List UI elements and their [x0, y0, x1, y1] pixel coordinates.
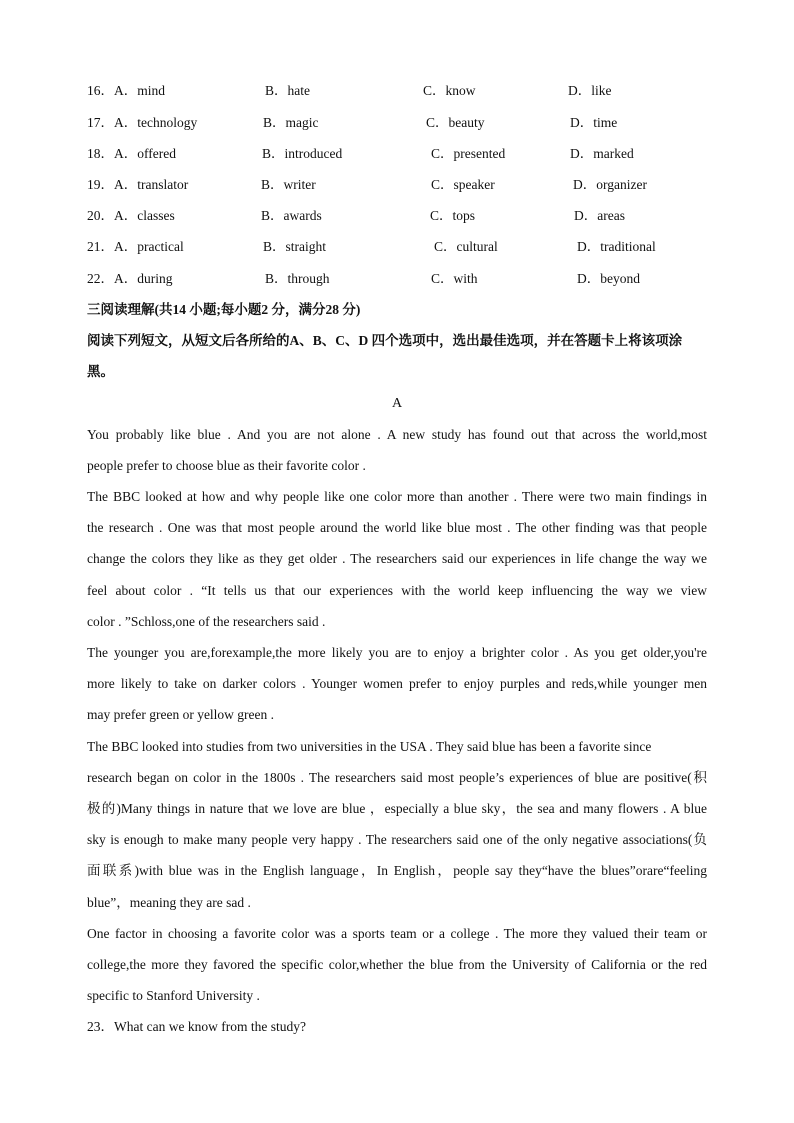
- passage-label: A: [391, 396, 403, 411]
- question-20-option-c: C．tops: [430, 208, 476, 223]
- passage-line: color . ”Schloss,one of the researchers said .: [87, 614, 326, 629]
- question-19-option-d: D．organizer: [573, 177, 647, 192]
- question-21-option-c: C．cultural: [434, 239, 498, 254]
- passage-line: may prefer green or yellow green .: [87, 707, 275, 722]
- question-22-option-a: 22．A．during: [87, 271, 173, 286]
- section-title: 三阅读理解(共14 小题;每小题2 分，满分28 分): [87, 302, 361, 317]
- passage-line: college,the more they favored the specific color,whether the blue from the University of California or the red: [87, 957, 707, 972]
- question-18-option-d: D．marked: [570, 146, 634, 161]
- question-17-option-d: D．time: [570, 115, 618, 130]
- question-20-option-a: 20．A．classes: [87, 208, 175, 223]
- passage-line: You probably like blue . And you are not alone . A new study has found out that across the world,most: [87, 427, 707, 442]
- question-21-option-d: D．traditional: [577, 239, 656, 254]
- question-23-text: 23．What can we know from the study?: [87, 1019, 306, 1034]
- question-19-option-b: B．writer: [261, 177, 316, 192]
- question-16-option-c: C．know: [423, 83, 476, 98]
- passage-line: specific to Stanford University .: [87, 988, 260, 1003]
- passage-line: more likely to take on darker colors . Younger women prefer to enjoy purples and reds,while younger men: [87, 676, 707, 691]
- question-18-option-c: C．presented: [431, 146, 506, 161]
- passage-line: the research . One was that most people around the world like blue most . The other finding was that people: [87, 520, 707, 535]
- question-21-option-a: 21．A．practical: [87, 239, 184, 254]
- question-17-option-a: 17．A．technology: [87, 115, 198, 130]
- question-21-option-b: B．straight: [263, 239, 326, 254]
- question-17-option-c: C．beauty: [426, 115, 485, 130]
- question-22-option-d: D．beyond: [577, 271, 640, 286]
- passage-line: people prefer to choose blue as their favorite color .: [87, 458, 366, 473]
- passage-line: research began on color in the 1800s . The researchers said most people’s experiences of blue are positive(积: [87, 770, 707, 785]
- passage-line: feel about color . “It tells us that our experiences with the world keep influencing the way we view: [87, 583, 707, 598]
- question-20-option-b: B．awards: [261, 208, 322, 223]
- passage-line: One factor in choosing a favorite color was a sports team or a college . The more they valued their team or: [87, 926, 707, 941]
- passage-line: 极的)Many things in nature that we love are blue ，especially a blue sky，the sea and many flowers . A blue: [87, 801, 707, 816]
- question-16-option-d: D．like: [568, 83, 612, 98]
- passage-line: The BBC looked at how and why people like one color more than another . There were two main findings in: [87, 489, 707, 504]
- question-22-option-b: B．through: [265, 271, 330, 286]
- question-19-option-c: C．speaker: [431, 177, 495, 192]
- question-17-option-b: B．magic: [263, 115, 319, 130]
- passage-line: 面联系)with blue was in the English language，In English，people say they“have the blues”orare“feeling: [87, 863, 707, 878]
- question-18-option-a: 18．A．offered: [87, 146, 176, 161]
- passage-line: blue”，meaning they are sad .: [87, 895, 251, 910]
- question-16-option-b: B．hate: [265, 83, 310, 98]
- question-22-option-c: C．with: [431, 271, 478, 286]
- passage-line: The BBC looked into studies from two universities in the USA . They said blue has been a favorite since: [87, 739, 652, 754]
- section-instruction-line-1: 阅读下列短文，从短文后各所给的A、B、C、D 四个选项中，选出最佳选项，并在答题卡上将该项涂: [87, 333, 683, 348]
- question-20-option-d: D．areas: [574, 208, 625, 223]
- passage-line: change the colors they like as they get older . The researchers said our experiences in life change the way we: [87, 551, 707, 566]
- question-16-option-a: 16．A．mind: [87, 83, 166, 98]
- question-19-option-a: 19．A．translator: [87, 177, 189, 192]
- passage-line: The younger you are,forexample,the more likely you are to enjoy a brighter color . As you get older,you're: [87, 645, 707, 660]
- section-instruction-line-2: 黑。: [87, 364, 114, 379]
- question-18-option-b: B．introduced: [262, 146, 343, 161]
- passage-line: sky is enough to make many people very happy . The researchers said one of the only negative associations(负: [87, 832, 707, 847]
